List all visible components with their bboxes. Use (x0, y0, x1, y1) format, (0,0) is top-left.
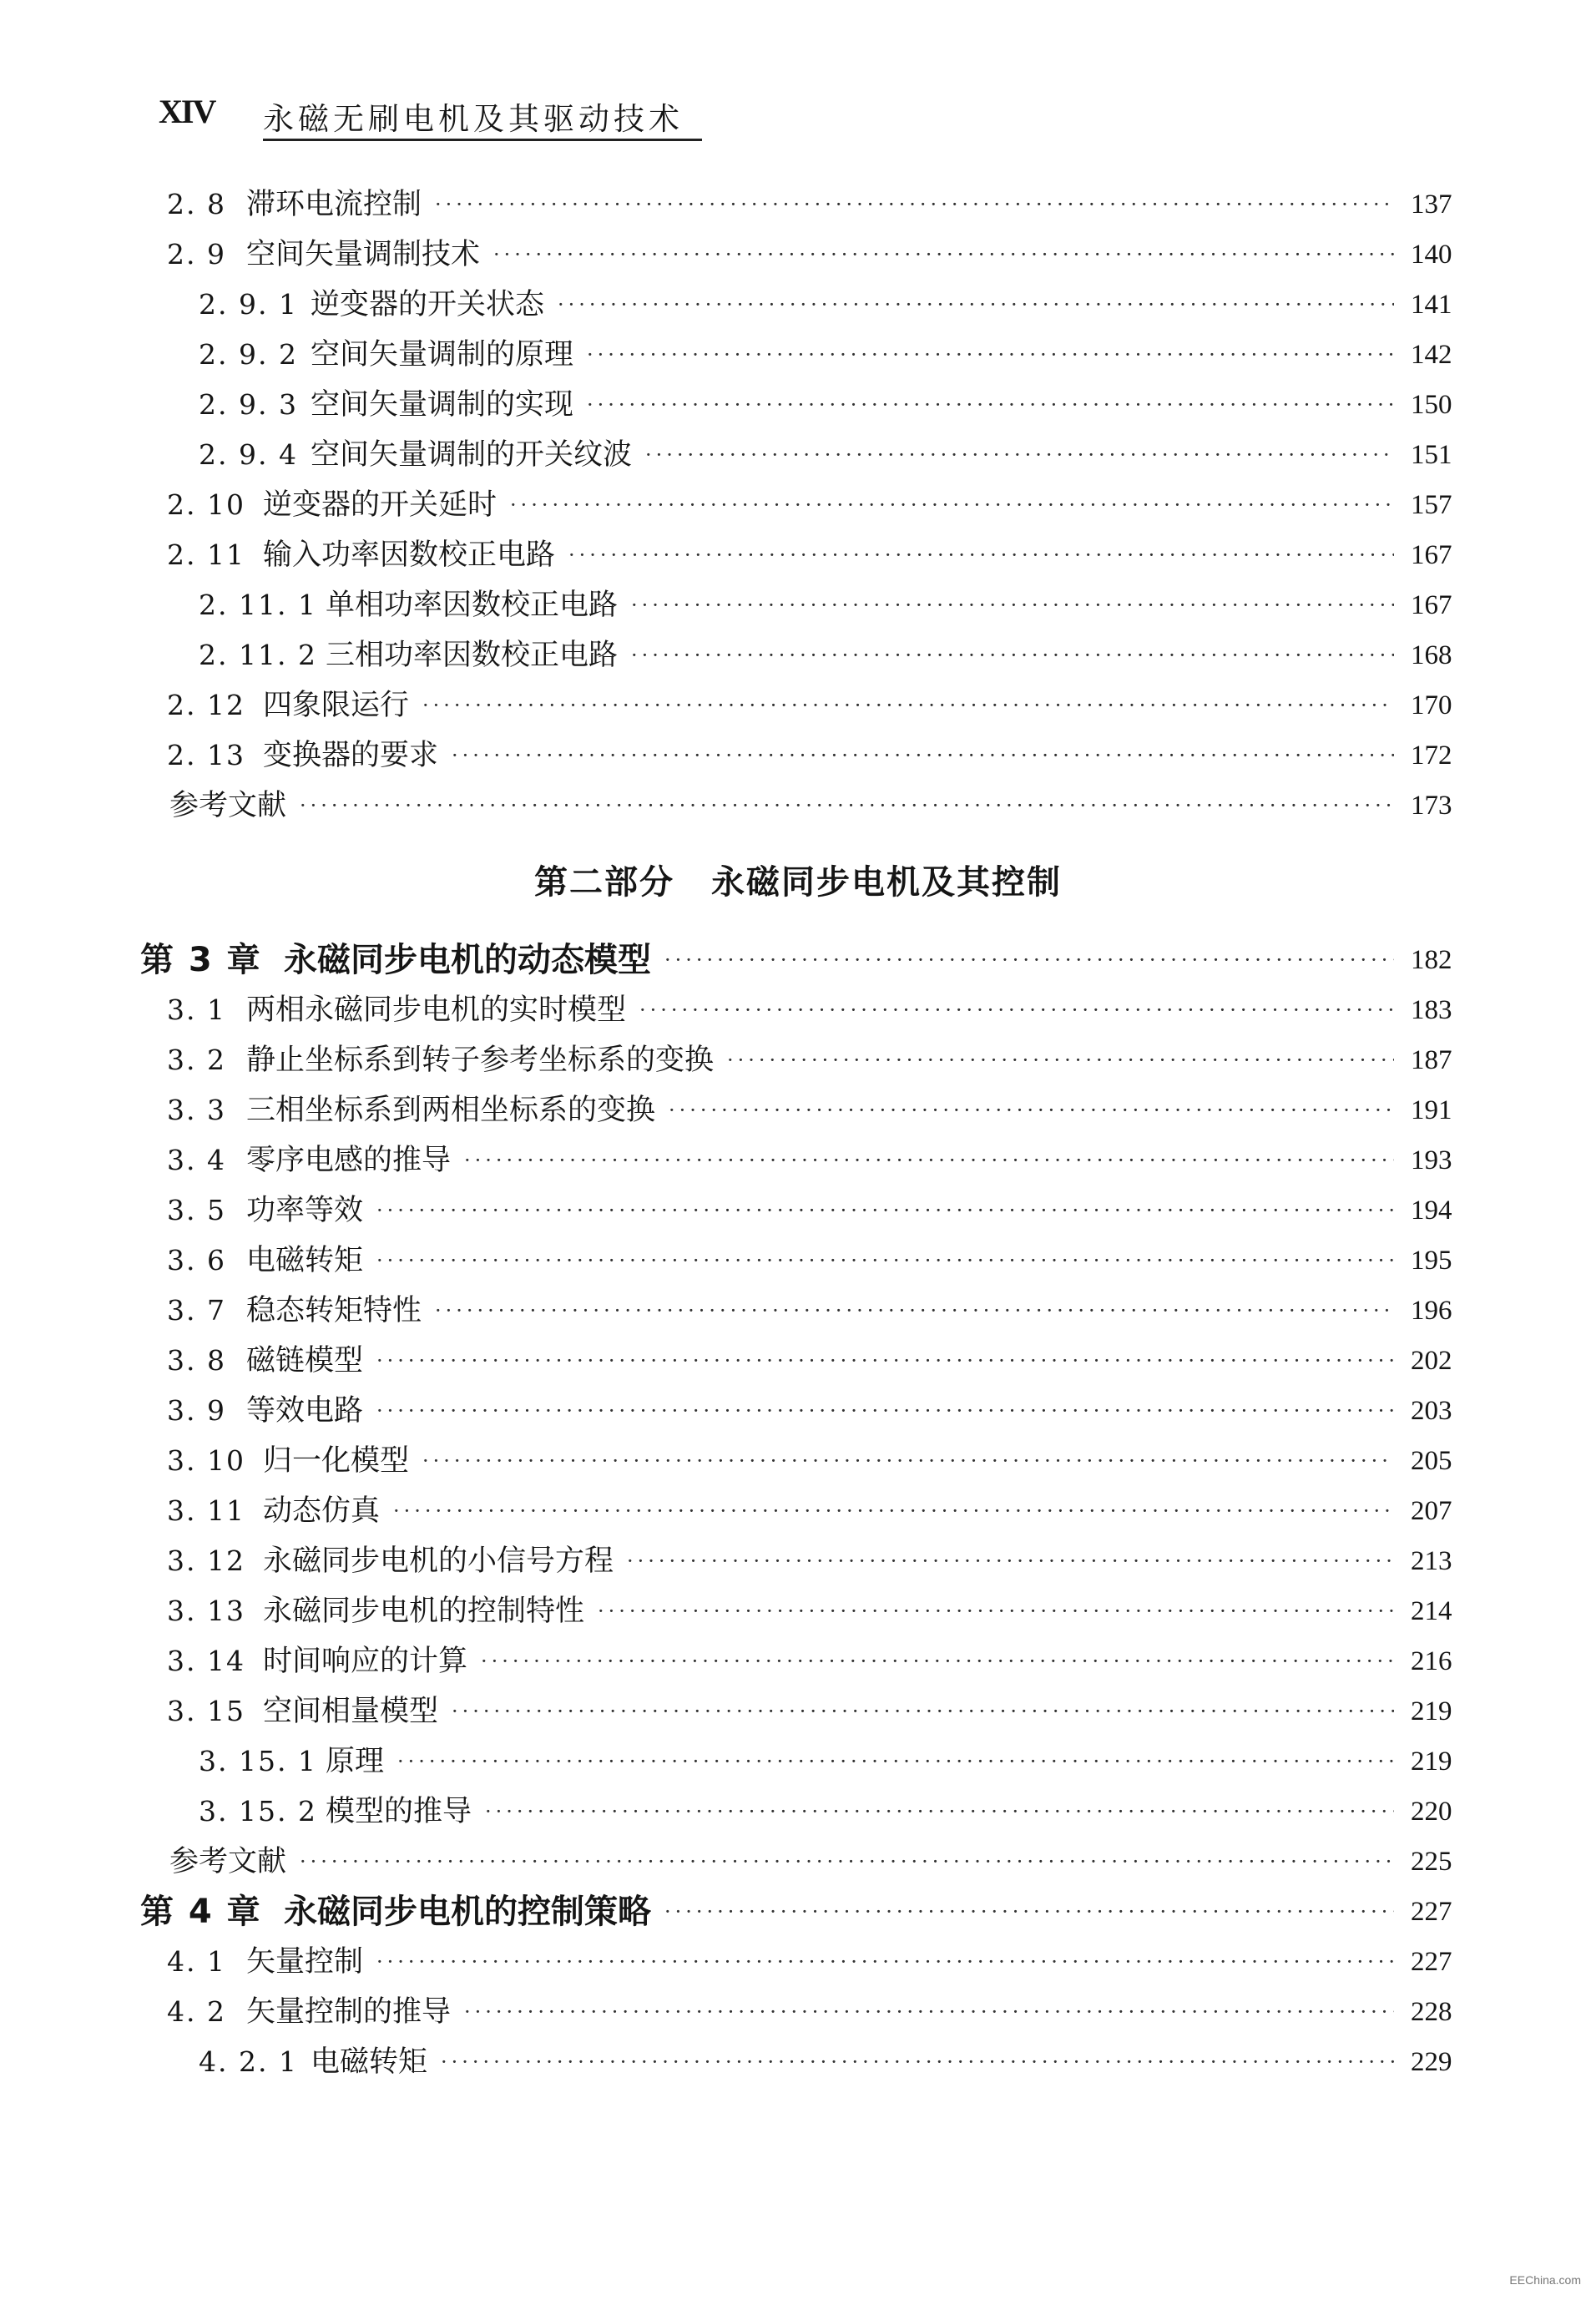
dot-leader (435, 1286, 1394, 1336)
entry-number: 4. 1 (167, 1945, 226, 1978)
entry-title: 永磁同步电机的小信号方程 (263, 1536, 624, 1586)
entry-page: 228 (1411, 1997, 1452, 2027)
entry-page: 227 (1411, 1897, 1452, 1927)
toc-entry (0, 1787, 1596, 1837)
entry-number: 3. 10 (167, 1444, 245, 1477)
toc-entry (0, 330, 1596, 380)
entry-number: 3. 8 (167, 1344, 226, 1377)
entry-number: 3. 7 (167, 1294, 226, 1327)
entry-number: 3. 3 (167, 1094, 226, 1126)
entry-title: 逆变器的开关状态 (311, 280, 554, 330)
dot-leader (481, 1636, 1394, 1686)
entry-title: 零序电感的推导 (246, 1135, 461, 1185)
entry-number: 2. 9. 2 (199, 338, 298, 371)
entry-page: 216 (1411, 1646, 1452, 1676)
entry-page: 205 (1411, 1446, 1452, 1476)
toc-entry (0, 480, 1596, 530)
dot-leader (376, 1236, 1394, 1286)
entry-number: 3. 15. 2 (199, 1795, 317, 1827)
toc-entry (0, 985, 1596, 1035)
entry-page: 195 (1411, 1246, 1452, 1276)
entry-page: 142 (1411, 340, 1452, 370)
entry-page: 172 (1411, 741, 1452, 771)
entry-title: 功率等效 (246, 1185, 373, 1236)
toc-entry (0, 1736, 1596, 1787)
dot-leader (558, 280, 1394, 330)
toc-entry (0, 1085, 1596, 1135)
dot-leader (598, 1586, 1394, 1636)
toc-entry (0, 580, 1596, 630)
entry-page: 167 (1411, 540, 1452, 570)
entry-title: 输入功率因数校正电路 (263, 530, 565, 580)
entry-number: 3. 13 (167, 1595, 245, 1627)
dot-leader (493, 230, 1394, 280)
toc-entry (0, 430, 1596, 480)
entry-page: 173 (1411, 791, 1452, 821)
dot-leader (452, 730, 1394, 781)
dot-leader (485, 1787, 1394, 1837)
dot-leader (300, 781, 1394, 831)
entry-title: 动态仿真 (263, 1486, 390, 1536)
dot-leader (422, 1436, 1394, 1486)
entry-title: 永磁同步电机的控制特性 (263, 1586, 594, 1636)
entry-number: 2. 11. 2 (199, 639, 317, 671)
entry-page: 167 (1411, 590, 1452, 620)
toc-entry (0, 630, 1596, 680)
entry-title: 滞环电流控制 (246, 179, 432, 230)
toc-entry (0, 1586, 1596, 1636)
entry-title: 时间响应的计算 (263, 1636, 477, 1686)
running-header (159, 92, 701, 142)
entry-page: 168 (1411, 640, 1452, 670)
entry-title: 空间矢量调制技术 (246, 230, 490, 280)
toc-entry (0, 1636, 1596, 1686)
toc-entry (0, 1987, 1596, 2037)
toc-entry (0, 1135, 1596, 1185)
entry-page: 219 (1411, 1696, 1452, 1726)
dot-leader (568, 530, 1394, 580)
entry-page: 214 (1411, 1596, 1452, 1626)
entry-title: 空间相量模型 (263, 1686, 448, 1736)
entry-title: 两相永磁同步电机的实时模型 (246, 985, 636, 1035)
entry-title: 参考文献 (169, 1837, 296, 1887)
dot-leader (464, 1987, 1394, 2037)
entry-title: 永磁同步电机的动态模型 (284, 935, 661, 985)
book-title: 永磁无刷电机及其驱动技术 (263, 101, 684, 137)
entry-number: 2. 10 (167, 488, 245, 521)
entry-title: 空间矢量调制的开关纹波 (311, 430, 642, 480)
entry-number: 2. 8 (167, 188, 226, 220)
toc-entry (0, 530, 1596, 580)
toc-entry (0, 1436, 1596, 1486)
entry-title: 三相坐标系到两相坐标系的变换 (246, 1085, 665, 1135)
entry-page: 219 (1411, 1746, 1452, 1777)
toc-entry (0, 1536, 1596, 1586)
dot-leader (300, 1837, 1394, 1887)
dot-leader (376, 1937, 1394, 1987)
entry-page: 203 (1411, 1396, 1452, 1426)
entry-page: 182 (1411, 945, 1452, 975)
toc-entry (0, 1486, 1596, 1536)
entry-number: 2. 11 (167, 538, 245, 571)
entry-number: 4. 2. 1 (199, 2045, 298, 2078)
entry-title: 空间矢量调制的实现 (311, 380, 583, 430)
entry-page: 207 (1411, 1496, 1452, 1526)
entry-title: 矢量控制 (246, 1937, 373, 1987)
entry-page: 141 (1411, 290, 1452, 320)
entry-title: 模型的推导 (326, 1787, 482, 1837)
header-rule (263, 139, 702, 141)
entry-page: 202 (1411, 1346, 1452, 1376)
entry-title: 静止坐标系到转子参考坐标系的变换 (246, 1035, 724, 1085)
entry-title: 矢量控制的推导 (246, 1987, 461, 2037)
entry-number: 3. 14 (167, 1645, 245, 1677)
entry-title: 磁链模型 (246, 1336, 373, 1386)
entry-page: 150 (1411, 390, 1452, 420)
dot-leader (464, 1135, 1394, 1185)
entry-page: 151 (1411, 440, 1452, 470)
entry-page: 220 (1411, 1797, 1452, 1827)
entry-number: 3. 5 (167, 1194, 226, 1226)
dot-leader (435, 179, 1394, 230)
toc-entry (0, 781, 1596, 831)
dot-leader (376, 1336, 1394, 1386)
entry-number: 3. 15 (167, 1695, 245, 1727)
entry-number: 3. 9 (167, 1394, 226, 1427)
toc-entry (0, 1837, 1596, 1887)
dot-leader (639, 985, 1394, 1035)
dot-leader (669, 1085, 1394, 1135)
dot-leader (376, 1386, 1394, 1436)
entry-title: 原理 (326, 1736, 394, 1787)
entry-page: 213 (1411, 1546, 1452, 1576)
entry-page: 191 (1411, 1095, 1452, 1125)
entry-page: 170 (1411, 690, 1452, 720)
toc-entry (0, 380, 1596, 430)
entry-title: 永磁同步电机的控制策略 (284, 1887, 661, 1937)
dot-leader (587, 330, 1394, 380)
dot-leader (727, 1035, 1394, 1085)
entry-page: 196 (1411, 1296, 1452, 1326)
entry-number: 2. 9. 4 (199, 438, 298, 471)
toc-entry (0, 1185, 1596, 1236)
entry-number: 3. 12 (167, 1544, 245, 1577)
dot-leader (645, 430, 1394, 480)
dot-leader (627, 1536, 1394, 1586)
entry-number: 3. 1 (167, 993, 226, 1026)
dot-leader (397, 1736, 1394, 1787)
toc-entry (0, 730, 1596, 781)
entry-page: 193 (1411, 1145, 1452, 1175)
entry-page: 183 (1411, 995, 1452, 1025)
entry-number: 3. 6 (167, 1244, 226, 1276)
toc-entry (0, 1686, 1596, 1736)
entry-number: 2. 11. 1 (199, 589, 317, 621)
entry-number: 第 3 章 (140, 941, 262, 979)
dot-leader (664, 935, 1394, 985)
dot-leader (452, 1686, 1394, 1736)
toc-entry (0, 1236, 1596, 1286)
entry-number: 3. 2 (167, 1044, 226, 1076)
toc-entry (0, 1035, 1596, 1085)
toc-entry (0, 179, 1596, 230)
entry-number: 3. 15. 1 (199, 1745, 317, 1777)
dot-leader (393, 1486, 1394, 1536)
entry-number: 3. 11 (167, 1494, 245, 1527)
dot-leader (422, 680, 1394, 730)
toc-entry (0, 680, 1596, 730)
entry-page: 194 (1411, 1195, 1452, 1226)
entry-number: 4. 2 (167, 1995, 226, 2028)
toc-entry (0, 280, 1596, 330)
dot-leader (510, 480, 1394, 530)
dot-leader (441, 2037, 1394, 2087)
entry-title: 等效电路 (246, 1386, 373, 1436)
dot-leader (664, 1887, 1394, 1937)
entry-title: 变换器的要求 (263, 730, 448, 781)
toc-entry (0, 1937, 1596, 1987)
entry-number: 3. 4 (167, 1144, 226, 1176)
watermark: EEChina.com (1509, 2273, 1581, 2287)
entry-title: 归一化模型 (263, 1436, 419, 1486)
entry-page: 140 (1411, 240, 1452, 270)
entry-number: 2. 9. 1 (199, 288, 298, 321)
entry-page: 225 (1411, 1847, 1452, 1877)
entry-title: 四象限运行 (263, 680, 419, 730)
part-label: 第二部分 (534, 863, 674, 902)
entry-title: 空间矢量调制的原理 (311, 330, 583, 380)
entry-title: 电磁转矩 (246, 1236, 373, 1286)
entry-number: 2. 12 (167, 689, 245, 721)
entry-page: 229 (1411, 2047, 1452, 2077)
entry-page: 137 (1411, 190, 1452, 220)
page-number: XIV (159, 93, 215, 130)
dot-leader (587, 380, 1394, 430)
toc-chapter-entry (0, 1887, 1596, 1937)
toc-entry (0, 230, 1596, 280)
toc-entry (0, 1336, 1596, 1386)
toc-entry (0, 1286, 1596, 1336)
entry-number: 第 4 章 (140, 1893, 262, 1931)
entry-number: 2. 9. 3 (199, 388, 298, 421)
entry-title: 电磁转矩 (311, 2037, 437, 2087)
entry-number: 2. 13 (167, 739, 245, 771)
entry-page: 187 (1411, 1045, 1452, 1075)
part-heading (0, 856, 1596, 903)
toc-chapter-entry (0, 935, 1596, 985)
entry-title: 三相功率因数校正电路 (326, 630, 628, 680)
entry-title: 稳态转矩特性 (246, 1286, 432, 1336)
toc-entry (0, 1386, 1596, 1436)
entry-page: 157 (1411, 490, 1452, 520)
entry-page: 227 (1411, 1947, 1452, 1977)
entry-title: 逆变器的开关延时 (263, 480, 507, 530)
dot-leader (631, 580, 1394, 630)
entry-title: 参考文献 (169, 781, 296, 831)
dot-leader (376, 1185, 1394, 1236)
toc-entry (0, 2037, 1596, 2087)
part-title: 永磁同步电机及其控制 (711, 863, 1062, 902)
entry-title: 单相功率因数校正电路 (326, 580, 628, 630)
dot-leader (631, 630, 1394, 680)
entry-number: 2. 9 (167, 238, 226, 270)
